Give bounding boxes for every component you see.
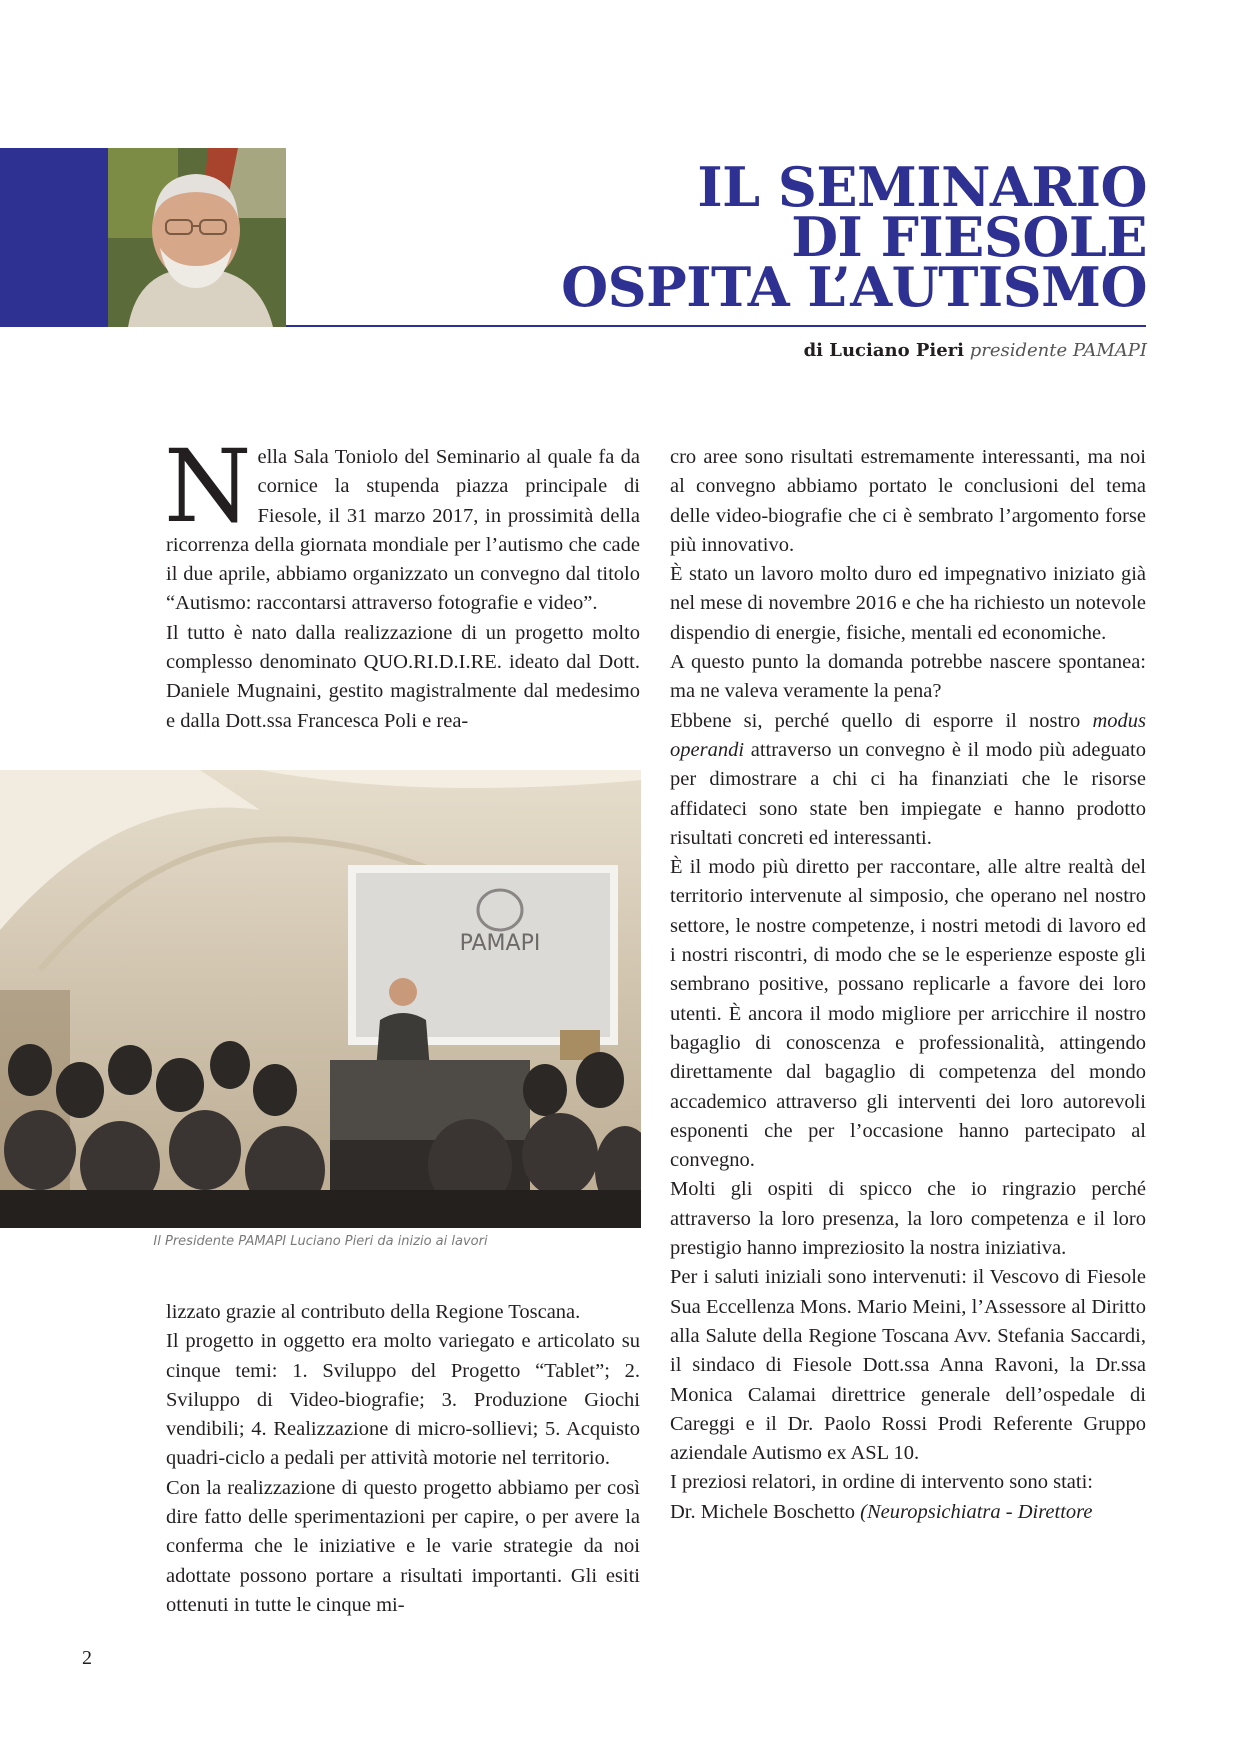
photo-caption: Il Presidente PAMAPI Luciano Pieri da inizio ai lavori	[153, 1234, 488, 1249]
paragraph: È il modo più diretto per raccontare, alle altre realtà del territorio intervenute al simposio, che operano nel nostro settore, le nostre competenze, i nostri metodi di lavoro ed i nostri riscontri, di modo che se le esperienze esposte gli sembrano positive, possano replicarle a favore dei loro utenti. È ancora il modo migliore per arricchire il nostro bagaglio di conoscenza e professionalità, attingendo direttamente dal bagaglio di competenza del mondo accademico attraverso gli interventi dei loro autorevoli esponenti che per l’occasione hanno partecipato al convegno.	[670, 856, 1146, 1172]
title-line-2: DI FIESOLE	[791, 205, 1147, 269]
article-column-left-top	[164, 428, 640, 736]
article-column-left-bottom	[166, 1298, 640, 1620]
paragraph: Ebbene si, perché quello di esporre il nostro modus operandi attraverso un convegno è il modo più adeguato per dimostrare a chi ci ha finanziati che le risorse affidateci sono state ben impiegate e hanno prodotto risultati concreti ed interessanti.	[670, 709, 1146, 849]
author-portrait	[108, 148, 286, 327]
article-title	[561, 155, 1147, 319]
paragraph: I preziosi relatori, in ordine di intervento sono stati:	[670, 1471, 1093, 1494]
paragraph: lizzato grazie al contributo della Regione Toscana.	[166, 1301, 581, 1323]
page-number: 2	[82, 1647, 92, 1669]
title-line-3: OSPITA L’AUTISMO	[561, 255, 1147, 319]
paragraph: cro aree sono risultati estremamente interessanti, ma noi al convegno abbiamo portato le conclusioni del tema delle video-biografie che ci è sembrato l’argomento forse più innovativo.	[670, 446, 1146, 556]
paragraph: Con la realizzazione di questo progetto abbiamo per così dire fatto delle sperimentazioni per capire, o per avere la conferma che le iniziative e le varie strategie da noi adottate possono portare a risultati importanti. Gli esiti ottenuti in tutte le cinque mi-	[166, 1476, 640, 1616]
paragraph: È stato un lavoro molto duro ed impegnativo iniziato già nel mese di novembre 2016 e che ha richiesto un notevole dispendio di energie, fisiche, mentali ed economiche.	[670, 563, 1146, 644]
header-rule	[286, 325, 1146, 327]
paragraph: Dr. Michele Boschetto (Neuropsichiatra - Direttore	[670, 1500, 1093, 1523]
italic-phrase: (Neuropsichiatra - Direttore	[860, 1500, 1093, 1523]
title-line-1: IL SEMINARIO	[697, 155, 1147, 219]
drop-cap: N	[164, 428, 252, 545]
byline	[804, 340, 1147, 361]
article-column-right	[670, 443, 1146, 1527]
paragraph: Il progetto in oggetto era molto variegato e articolato su cinque temi: 1. Sviluppo del Progetto “Tablet”; 2. Sviluppo di Video-biografie; 3. Produzione Giochi vendibili; 4. Realizzazione di micro-sollievi; 5. Acquisto quadri-ciclo a pedali per attività motorie nel territorio.	[166, 1330, 640, 1470]
byline-role: presidente PAMAPI	[969, 340, 1147, 361]
paragraph: Il tutto è nato dalla realizzazione di un progetto molto complesso denominato QUO.RI.D.I.RE. ideato dal Dott. Daniele Mugnaini, gestito magistralmente dal medesimo e dalla Dott.ssa Francesca Poli e rea-	[166, 621, 640, 732]
event-photo	[0, 770, 641, 1228]
svg-text:PAMAPI: PAMAPI	[459, 931, 541, 956]
paragraph: A questo punto la domanda potrebbe nascere spontanea: ma ne valeva veramente la pena?	[670, 651, 1146, 703]
byline-author: di Luciano Pieri	[803, 340, 964, 361]
paragraph: Molti gli ospiti di spicco che io ringrazio perché attraverso la loro presenza, la loro competenza e il loro prestigio hanno impreziosito la nostra iniziativa.	[670, 1178, 1146, 1260]
paragraph: Per i saluti iniziali sono intervenuti: il Vescovo di Fiesole Sua Eccellenza Mons. Mario Meini, l’Assessore al Diritto alla Salute della Regione Toscana Avv. Stefania Saccardi, il sindaco di Fiesole Dott.ssa Anna Ravoni, la Dr.ssa Monica Calamai direttrice generale dell’ospedale di Careggi e il Dr. Paolo Rossi Prodi Referente Gruppo aziendale Autismo ex ASL 10.	[670, 1266, 1146, 1465]
header-accent-bar	[0, 148, 108, 327]
paragraph: Nella Sala Toniolo del Seminario al quale fa da cornice la stupenda piazza principale di Fiesole, il 31 marzo 2017, in prossimità della ricorrenza della giornata mondiale per l’autismo che cade il due aprile, abbiamo organizzato un convegno dal titolo “Autismo: raccontarsi attraverso fotografie e video”.	[164, 428, 640, 615]
italic-phrase: modus operandi	[670, 709, 1146, 761]
projection-screen-logo	[460, 931, 541, 956]
